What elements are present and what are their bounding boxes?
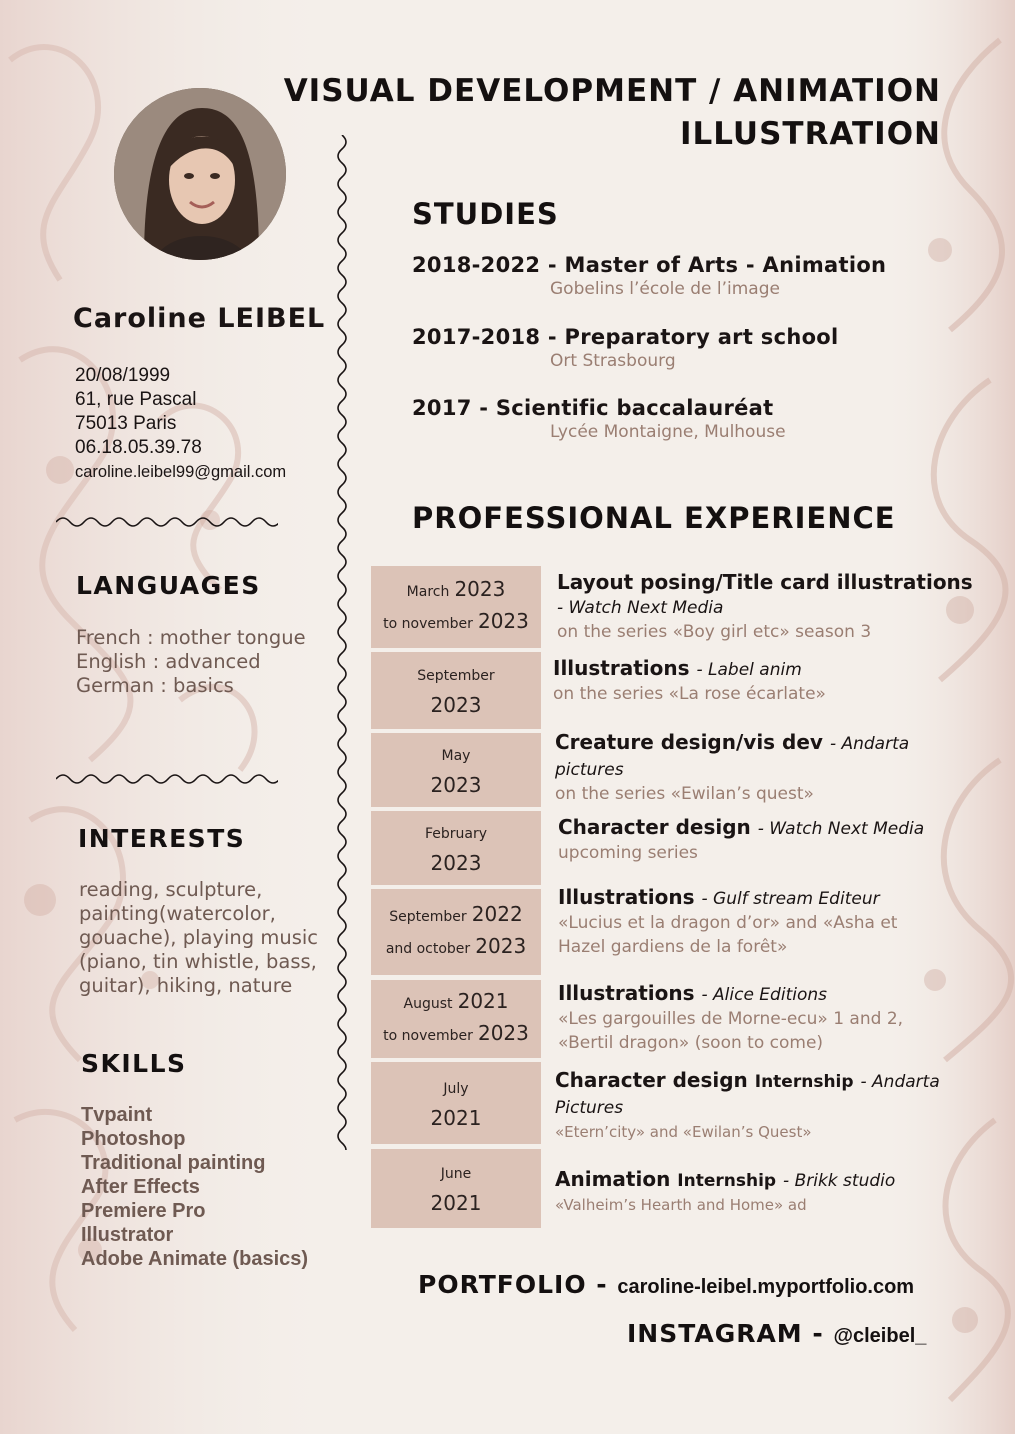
address-line-1: 61, rue Pascal: [75, 389, 197, 410]
job-description: «Etern’city» and «Ewilan’s Quest»: [555, 1123, 812, 1141]
skill-item: Illustrator: [81, 1224, 174, 1246]
job-title: Character design: [555, 1068, 748, 1092]
wavy-vertical-divider: [332, 135, 352, 1150]
address-line-2: 75013 Paris: [75, 413, 177, 434]
study-title: 2017 - Scientific baccalauréat: [412, 396, 774, 420]
languages-title: LANGUAGES: [76, 571, 261, 600]
company-name: - Watch Next Media: [757, 819, 925, 839]
email-link[interactable]: caroline.leibel99@gmail.com: [75, 463, 287, 481]
study-school: Lycée Montaigne, Mulhouse: [550, 422, 786, 442]
study-school: Gobelins l’école de l’image: [550, 279, 780, 299]
date-small: to november: [383, 616, 473, 632]
job-title: Animation: [555, 1167, 671, 1191]
skill-item: Adobe Animate (basics): [81, 1248, 309, 1270]
portfolio-label: PORTFOLIO -: [418, 1270, 608, 1299]
interests-title: INTERESTS: [78, 824, 246, 853]
date-box: [371, 652, 541, 729]
job-description: on the series «Boy girl etc» season 3: [557, 622, 872, 642]
languages-list: [76, 626, 306, 698]
date-small: February: [424, 825, 488, 842]
experience-item: [558, 815, 988, 865]
language-item: English : advanced: [76, 650, 261, 673]
portrait-illustration: [114, 88, 286, 260]
skills-list: [81, 1103, 308, 1271]
title-line-1: VISUAL DEVELOPMENT / ANIMATION: [283, 73, 941, 109]
instagram-label: INSTAGRAM -: [627, 1319, 824, 1348]
job-description: on the series «Ewilan’s quest»: [555, 784, 814, 804]
interests-line: (piano, tin whistle, bass,: [79, 950, 317, 973]
date-box: [371, 1062, 541, 1144]
job-description: upcoming series: [558, 843, 698, 863]
date-box: [371, 980, 541, 1058]
birthdate: 20/08/1999: [75, 365, 171, 386]
study-title: 2018-2022 - Master of Arts - Animation: [412, 253, 887, 277]
company-name: - Andarta Pictures: [555, 1072, 940, 1118]
interests-line: gouache), playing music: [79, 926, 318, 949]
company-name: - Andarta pictures: [555, 734, 910, 780]
date-box: [371, 1149, 541, 1228]
date-small: March: [406, 584, 450, 600]
skill-item: Traditional painting: [81, 1152, 266, 1174]
interests-line: reading, sculpture,: [79, 878, 263, 901]
date-box: [371, 811, 541, 885]
date-small: to november: [383, 1028, 473, 1044]
date-large: 2021: [430, 1191, 482, 1215]
skills-title: SKILLS: [81, 1049, 187, 1078]
job-title: Character design: [558, 815, 751, 839]
date-small: May: [441, 747, 471, 764]
company-name: - Watch Next Media: [557, 598, 724, 618]
experience-title: PROFESSIONAL EXPERIENCE: [412, 501, 896, 535]
date-box: [371, 733, 541, 807]
studies-title: STUDIES: [412, 197, 559, 231]
skill-item: Photoshop: [81, 1128, 186, 1150]
experience-item: [555, 1167, 985, 1217]
date-box: [371, 566, 541, 648]
interests-line: painting(watercolor,: [79, 902, 276, 925]
job-description: «Les gargouilles de Morne-ecu» 1 and 2,: [558, 1009, 904, 1029]
date-large: 2023: [430, 693, 482, 717]
study-item: [412, 253, 886, 299]
study-school: Ort Strasbourg: [550, 351, 676, 371]
experience-item: [555, 1068, 955, 1144]
experience-item: [555, 730, 935, 806]
date-large: 2023: [475, 934, 527, 958]
job-title: Illustrations: [553, 656, 690, 680]
date-large: 2023: [477, 1021, 529, 1045]
job-title: Illustrations: [558, 981, 695, 1005]
job-kind: Internship: [754, 1072, 854, 1092]
date-large: 2023: [430, 772, 482, 797]
experience-item: [553, 656, 983, 706]
study-title: 2017-2018 - Preparatory art school: [412, 325, 839, 349]
skill-item: Tvpaint: [81, 1104, 153, 1126]
phone-number: 06.18.05.39.78: [75, 437, 202, 458]
date-large: 2022: [471, 902, 523, 926]
job-description: «Bertil dragon» (soon to come): [558, 1033, 824, 1053]
instagram-handle[interactable]: @cleibel_: [833, 1325, 927, 1347]
skill-item: Premiere Pro: [81, 1200, 206, 1222]
job-title: Creature design/vis dev: [555, 730, 823, 754]
date-small: and october: [385, 941, 471, 957]
experience-item: [558, 981, 988, 1055]
language-item: French : mother tongue: [76, 626, 306, 649]
job-description: on the series «La rose écarlate»: [553, 684, 826, 704]
date-small: August: [403, 996, 453, 1012]
company-name: - Alice Editions: [701, 985, 827, 1005]
wavy-divider-2: [56, 769, 278, 789]
date-large: 2021: [457, 989, 509, 1013]
title-line-2: ILLUSTRATION: [679, 116, 941, 152]
wavy-divider-1: [56, 512, 278, 532]
person-name: Caroline LEIBEL: [73, 303, 326, 334]
interests-line: guitar), hiking, nature: [79, 974, 293, 997]
language-item: German : basics: [76, 674, 234, 697]
date-small: June: [440, 1166, 472, 1182]
contact-info: [75, 364, 286, 484]
job-title: Layout posing/Title card illustrations: [557, 570, 973, 594]
date-large: 2023: [477, 609, 529, 633]
company-name: - Label anim: [696, 660, 802, 680]
date-large: 2021: [430, 1105, 482, 1130]
date-large: 2023: [454, 577, 506, 601]
date-small: September: [417, 668, 495, 684]
portfolio-line: [418, 1270, 914, 1299]
decorative-ornament-right: [880, 0, 1015, 1434]
profile-photo: [114, 88, 286, 260]
experience-item: [558, 885, 988, 959]
experience-item: [557, 570, 987, 644]
page-title: [284, 70, 941, 156]
interests-text: [79, 878, 318, 998]
company-name: - Gulf stream Editeur: [701, 889, 880, 909]
date-large: 2023: [430, 850, 482, 875]
portfolio-link[interactable]: caroline-leibel.myportfolio.com: [617, 1276, 915, 1298]
company-name: - Brikk studio: [783, 1171, 896, 1191]
job-description: «Valheim’s Hearth and Home» ad: [555, 1196, 807, 1214]
study-item: [412, 325, 839, 371]
job-kind: Internship: [677, 1171, 777, 1191]
job-description: Hazel gardiens de la forêt»: [558, 937, 788, 957]
date-box: [371, 889, 541, 975]
date-small: July: [443, 1080, 469, 1097]
study-item: [412, 396, 786, 442]
instagram-line: [627, 1319, 926, 1348]
job-description: «Lucius et la dragon d’or» and «Asha et: [558, 913, 898, 933]
date-small: September: [389, 909, 467, 925]
skill-item: After Effects: [81, 1176, 200, 1198]
job-title: Illustrations: [558, 885, 695, 909]
